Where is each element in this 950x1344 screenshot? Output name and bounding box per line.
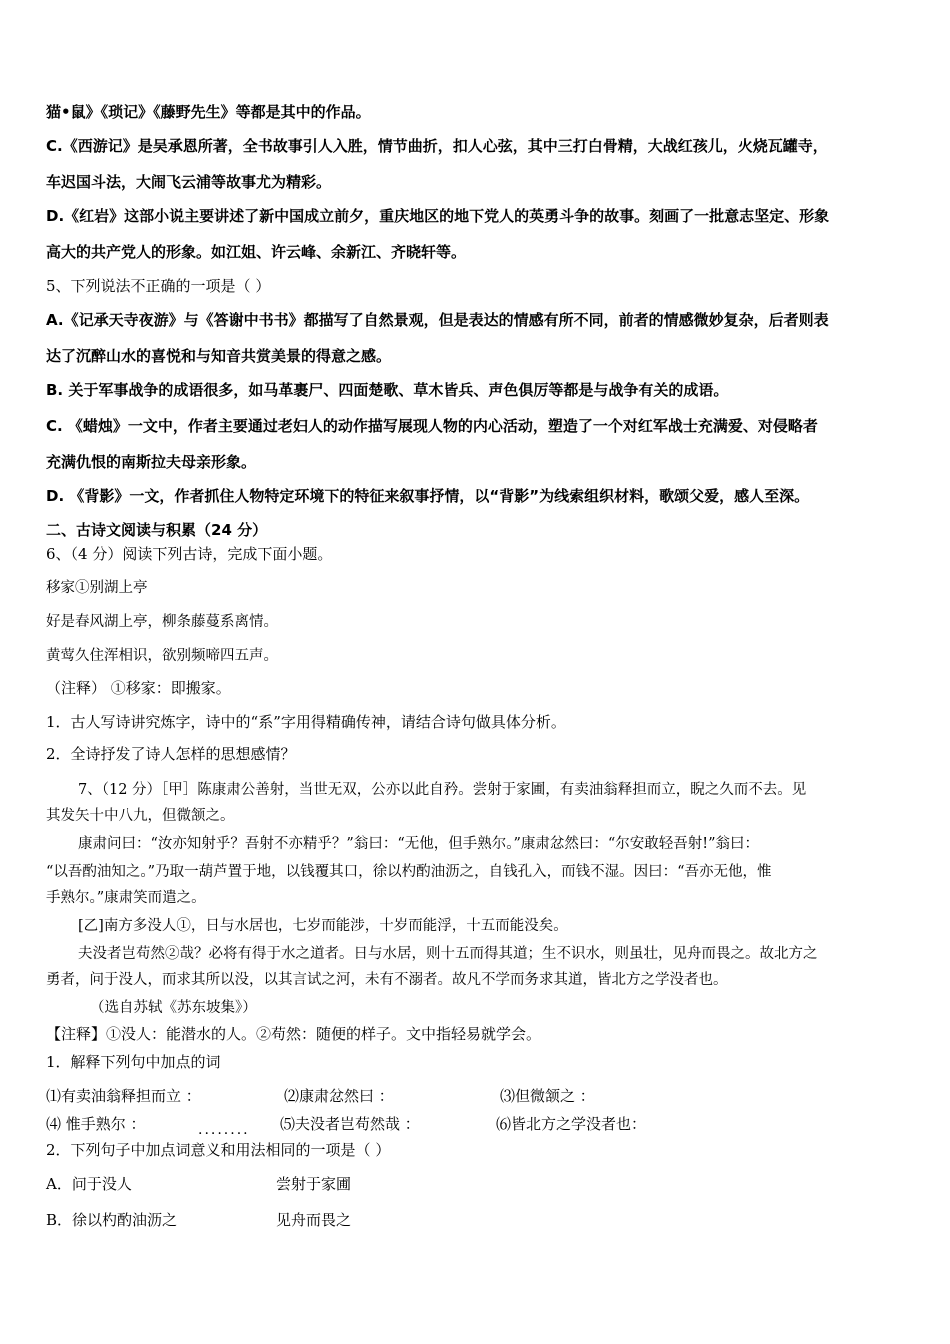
- passage-line: 夫没者岂苟然②哉？必将有得于水之道者。日与水居，则十五而得其道；生不识水，则虽壮，见舟而畏之。故北方之: [78, 946, 818, 962]
- passage-source: （选自苏轼《苏东坡集》）: [90, 1000, 257, 1016]
- word-item: ⑹皆北方之学没者也：: [496, 1115, 647, 1133]
- word-item: ⑴有卖油翁释担而立 ：: [46, 1087, 201, 1105]
- option-b-right: 见舟而畏之: [276, 1211, 352, 1229]
- passage-line: 手熟尔。”康肃笑而遣之。: [46, 890, 206, 906]
- passage-line: 其发矢十中八九，但微颔之。: [46, 808, 235, 824]
- poem-line: 黄莺久住浑相识，欲别频啼四五声。: [46, 648, 278, 664]
- question-5-stem: 5、下列说法不正确的一项是（ ）: [46, 277, 271, 295]
- passage-line: “以吾酌油知之。”乃取一葫芦置于地，以钱覆其口，徐以杓酌油沥之，自钱孔入，而钱不湿。因曰：“吾亦无他，惟: [46, 864, 772, 880]
- option-d-line: 高大的共产党人的形象。如江姐、许云峰、余新江、齐晓轩等。: [46, 243, 467, 261]
- question-6-stem: 6、（4 分）阅读下列古诗，完成下面小题。: [46, 545, 333, 563]
- q5-option-c-cont: 充满仇恨的南斯拉夫母亲形象。: [46, 453, 257, 471]
- passage-line: [乙]南方多没人①，日与水居也，七岁而能涉，十岁而能浮，十五而能没矣。: [78, 918, 568, 934]
- option-a-left: A．问于没人: [46, 1175, 132, 1193]
- q5-option-a-cont: 达了沉醉山水的喜悦和与知音共赏美景的得意之感。: [46, 347, 392, 365]
- option-b-left: B．徐以杓酌油沥之: [46, 1211, 178, 1229]
- question-7-passage: 7、（12 分）［甲］陈康肃公善射，当世无双，公亦以此自矜。尝射于家圃，有卖油翁释担而立，睨之久而不去。见: [78, 782, 807, 798]
- q7-sub-question: 2．下列句子中加点词意义和用法相同的一项是（ ）: [46, 1141, 391, 1159]
- q5-option-d: D. 《背影》一文，作者抓住人物特定环境下的特征来叙事抒情，以“背影”为线索组织材料，歌颂父爱，感人至深。: [46, 487, 810, 505]
- passage-line: 康肃问曰：“汝亦知射乎？吾射不亦精乎？”翁曰：“无他，但手熟尔。”康肃忿然曰：“尔安敢轻吾射!”翁曰：: [78, 836, 760, 852]
- q5-option-b: B. 关于军事战争的成语很多，如马革裹尸、四面楚歌、草木皆兵、声色俱厉等都是与战争有关的成语。: [46, 381, 729, 399]
- option-a-right: 尝射于家圃: [276, 1175, 352, 1193]
- word-item: ⑶但微颔之 ：: [500, 1087, 595, 1105]
- emphasis-dots: ........: [198, 1122, 250, 1138]
- passage-line: 勇者，问于没人，而求其所以没，以其言试之河，未有不溺者。故凡不学而务求其道，皆北方之学没者也。: [46, 972, 728, 988]
- poem-line: 好是春风湖上亭，柳条藤蔓系离情。: [46, 614, 278, 630]
- q6-sub-question: 1．古人写诗讲究炼字，诗中的“系”字用得精确传神，请结合诗句做具体分析。: [46, 713, 566, 731]
- option-d-line: D.《红岩》这部小说主要讲述了新中国成立前夕，重庆地区的地下党人的英勇斗争的故事。刻画了一批意志坚定、形象: [46, 207, 830, 225]
- poem-title: 移家①别湖上亭: [46, 580, 148, 596]
- section-heading: 二、古诗文阅读与积累（24 分）: [46, 521, 268, 539]
- word-item: ⑵康肃忿然曰 ：: [284, 1087, 394, 1105]
- q6-sub-question: 2．全诗抒发了诗人怎样的思想感情？: [46, 745, 296, 763]
- passage-note: 【注释】①没人：能潜水的人。②苟然：随便的样子。文中指轻易就学会。: [46, 1025, 542, 1043]
- q7-sub-question: 1．解释下列句中加点的词: [46, 1053, 221, 1071]
- poem-note: （注释） ①移家：即搬家。: [46, 679, 231, 697]
- q5-option-a: A.《记承天寺夜游》与《答谢中书书》都描写了自然景观，但是表达的情感有所不同，前者的情感微妙复杂，后者则表: [46, 311, 829, 329]
- option-c-line: 车迟国斗法，大闹飞云浦等故事尤为精彩。: [46, 173, 332, 191]
- q5-option-c: C. 《蜡烛》一文中，作者主要通过老妇人的动作描写展现人物的内心活动，塑造了一个对红军战士充满爱、对侵略者: [46, 417, 818, 435]
- word-item: ⑸夫没者岂苟然哉 ：: [280, 1115, 420, 1133]
- option-c-line: C.《西游记》是吴承恩所著，全书故事引人入胜，情节曲折，扣人心弦，其中三打白骨精，大战红孩儿，火烧瓦罐寺，: [46, 137, 828, 155]
- text-line: 猫•鼠》《琐记》《藤野先生》等都是其中的作品。: [46, 103, 371, 121]
- word-item: ⑷ 惟手熟尔 ：: [46, 1115, 146, 1133]
